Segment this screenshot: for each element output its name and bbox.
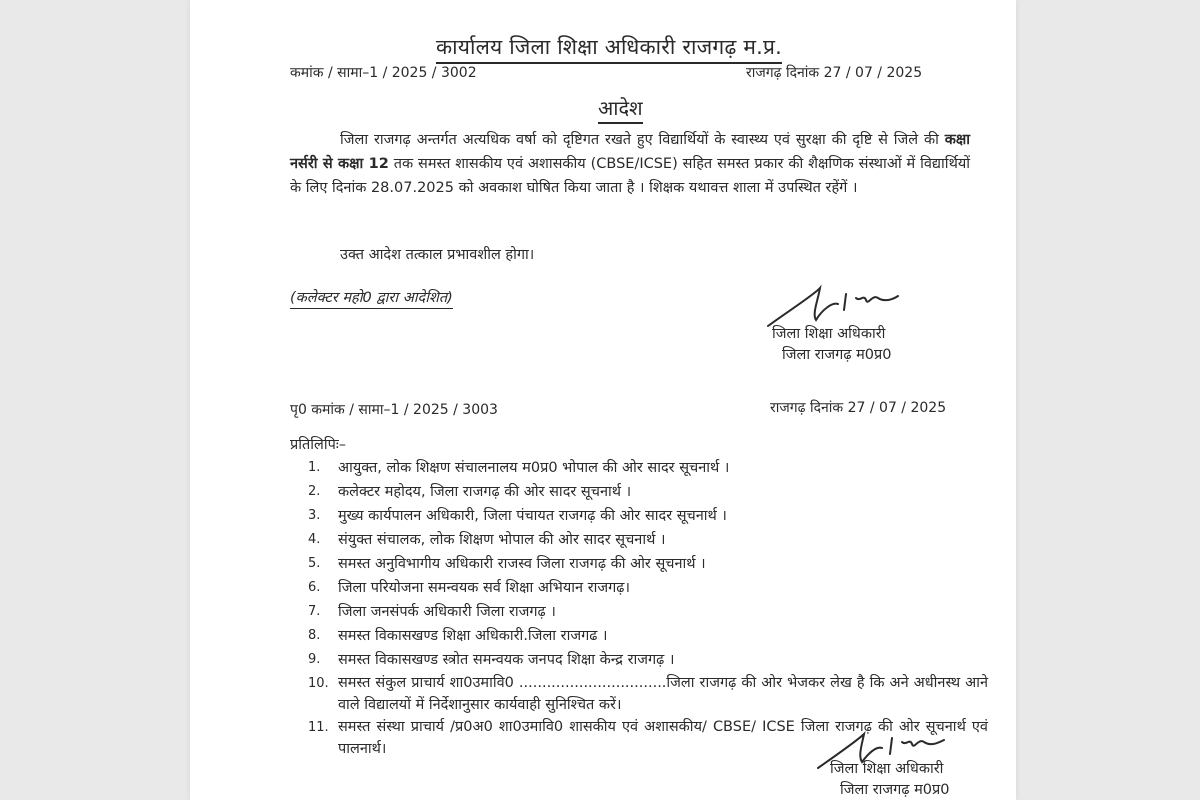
- copy-reference: पृ0 कमांक / सामा–1 / 2025 / 3003: [290, 402, 498, 418]
- list-item: [308, 672, 988, 716]
- order-body-part1: जिला राजगढ़ अन्तर्गत अत्यधिक वर्षा को दृष्टिगत रखते हुए विद्यार्थियों के स्वास्थ्य एवं सुरक्षा की दृष्टि से जिले की: [340, 132, 945, 148]
- list-item-number: 9.: [308, 652, 321, 667]
- document-page: [190, 0, 1016, 800]
- order-body: [290, 128, 970, 200]
- list-item-number: 3.: [308, 508, 321, 523]
- list-item: [308, 552, 988, 576]
- list-item-number: 4.: [308, 532, 321, 547]
- list-item-text: जिला परियोजना समन्वयक सर्व शिक्षा अभियान राजगढ़।: [338, 580, 630, 596]
- background-left: [0, 0, 190, 800]
- list-item-number: 6.: [308, 580, 321, 595]
- authority-note: (कलेक्टर महो0 द्वारा आदेशित): [290, 287, 453, 309]
- list-item-number: 7.: [308, 604, 321, 619]
- order-body-part2: तक समस्त शासकीय एवं अशासकीय (CBSE/ICSE) सहित समस्त प्रकार की शैक्षणिक संस्थाओं में विद्यार्थियों के लिए दिनांक 28.07.2025 को अवकाश घोषित किया जाता है । शिक्षक यथावत्त शाला में उपस्थित रहेंगें ।: [290, 156, 970, 196]
- list-item: [308, 504, 988, 528]
- list-item: [308, 648, 988, 672]
- list-item: [308, 528, 988, 552]
- effective-line: उक्त आदेश तत्काल प्रभावशील होगा।: [340, 247, 535, 263]
- list-item-number: 2.: [308, 484, 321, 499]
- list-item: [308, 576, 988, 600]
- list-item: [308, 624, 988, 648]
- background-right: [1016, 0, 1200, 800]
- office-title: कार्यालय जिला शिक्षा अधिकारी राजगढ़ म.प्र.: [436, 33, 782, 64]
- list-item-text: कलेक्टर महोदय, जिला राजगढ़ की ओर सादर सूचनार्थ ।: [338, 484, 632, 500]
- signatory-1-designation: जिला शिक्षा अधिकारी: [772, 326, 886, 342]
- list-item-text: मुख्य कार्यपालन अधिकारी, जिला पंचायत राजगढ़ की ओर सादर सूचनार्थ ।: [338, 508, 727, 524]
- list-item-text: समस्त संस्था प्राचार्य /प्र0अ0 शा0उमावि0 शासकीय एवं अशासकीय/ CBSE/ ICSE जिला राजगढ़ की ओर सूचनार्थ एवं पालनार्थ।: [338, 719, 988, 757]
- list-item-number: 5.: [308, 556, 321, 571]
- copy-date: राजगढ़ दिनांक 27 / 07 / 2025: [770, 400, 947, 416]
- list-item-text: जिला जनसंपर्क अधिकारी जिला राजगढ़ ।: [338, 604, 556, 620]
- order-date: राजगढ़ दिनांक 27 / 07 / 2025: [746, 65, 923, 81]
- order-reference: कमांक / सामा–1 / 2025 / 3002: [290, 65, 477, 81]
- signatory-1-location: जिला राजगढ़ म0प्र0: [782, 347, 892, 363]
- list-item-text: संयुक्त संचालक, लोक शिक्षण भोपाल की ओर सादर सूचनार्थ ।: [338, 532, 666, 548]
- list-item: [308, 600, 988, 624]
- list-item-number: 1.: [308, 460, 321, 475]
- list-item-text: आयुक्त, लोक शिक्षण संचालनालय म0प्र0 भोपाल की ओर सादर सूचनार्थ ।: [338, 460, 730, 476]
- list-item-text: समस्त संकुल प्राचार्य शा0उमावि0 ................................जिला राजगढ़ की ओर भेजकर लेख है कि अने अधीनस्थ आने वाले विद्यालयों में निर्देशानुसार कार्यवाही सुनिश्चित करें।: [338, 675, 988, 713]
- signatory-2-designation: जिला शिक्षा अधिकारी: [830, 761, 944, 777]
- signatory-2-location: जिला राजगढ़ म0प्र0: [840, 782, 950, 798]
- list-item-number: 11.: [308, 720, 329, 735]
- list-item-text: समस्त विकासखण्ड स्त्रोत समन्वयक जनपद शिक्षा केन्द्र राजगढ़ ।: [338, 652, 675, 668]
- list-item-text: समस्त अनुविभागीय अधिकारी राजस्व जिला राजगढ़ की ओर सूचनार्थ ।: [338, 556, 706, 572]
- order-body-bold: कक्षा नर्सरी से कक्षा 12: [290, 132, 970, 172]
- list-item: [308, 480, 988, 504]
- list-item-number: 10.: [308, 676, 329, 691]
- copy-heading: प्रतिलिपिः–: [290, 437, 347, 453]
- list-item-number: 8.: [308, 628, 321, 643]
- list-item: [308, 456, 988, 480]
- copy-list: [308, 456, 988, 760]
- list-item-text: समस्त विकासखण्ड शिक्षा अधिकारी.जिला राजगढ ।: [338, 628, 608, 644]
- order-heading: आदेश: [598, 94, 643, 124]
